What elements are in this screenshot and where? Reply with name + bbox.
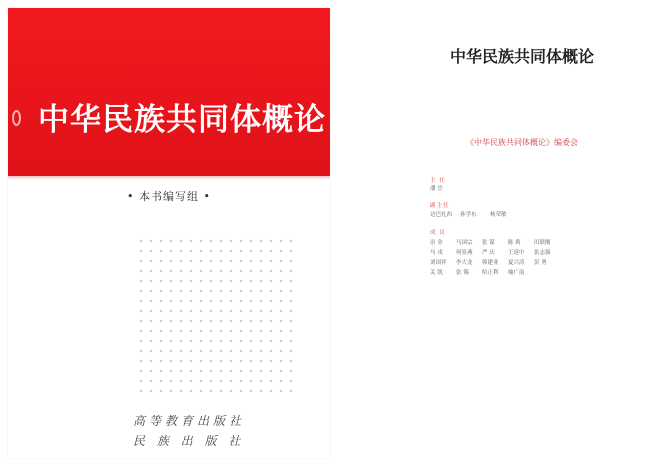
credits-page-title: 中华民族共同体概论 bbox=[449, 47, 594, 66]
member-name: 李大龙 bbox=[456, 260, 473, 266]
member-name: 马 戎 bbox=[430, 250, 443, 256]
member-name: 严 庆 bbox=[482, 250, 495, 256]
deputy-label: 副主任 bbox=[430, 203, 450, 209]
member-name: 陈 莉 bbox=[508, 240, 521, 246]
cover-red-band bbox=[8, 8, 330, 176]
publisher-1: 高等教育出版社 bbox=[133, 414, 246, 428]
member-name: 何景燕 bbox=[456, 250, 473, 256]
member-name: 哈正利 bbox=[482, 270, 499, 276]
editor-name-row bbox=[430, 184, 456, 192]
cover-authors: • 本书编写组 • bbox=[127, 190, 211, 203]
member-name: 张志强 bbox=[534, 250, 551, 256]
book-cover bbox=[8, 8, 330, 458]
publisher-2: 民 族 出 版 社 bbox=[133, 434, 245, 448]
member-name: 张 锡 bbox=[456, 270, 469, 276]
committee-heading: 《中华民族共同体概论》编委会 bbox=[466, 138, 578, 147]
member-name: 韩建业 bbox=[482, 260, 499, 266]
member-name: 刘国祥 bbox=[430, 260, 447, 266]
members-row bbox=[430, 268, 534, 276]
member-name: 田联刚 bbox=[534, 240, 551, 246]
members-label: 成 员 bbox=[430, 230, 446, 236]
member-name: 喻广南 bbox=[508, 270, 525, 276]
editor-name: 潘 岳 bbox=[430, 186, 443, 192]
member-name: 彭 勇 bbox=[534, 260, 547, 266]
deputy-name: 边巴扎西 bbox=[430, 212, 453, 218]
member-name: 关 凯 bbox=[430, 270, 443, 276]
editor-label: 主 任 bbox=[430, 178, 446, 184]
members-row bbox=[430, 238, 560, 246]
members-row bbox=[430, 258, 560, 266]
cover-title: 中华民族共同体概论 bbox=[38, 102, 326, 138]
dot-pattern bbox=[136, 236, 296, 392]
deputy-name: 孙学东 bbox=[460, 212, 477, 218]
member-name: 崇 金 bbox=[430, 240, 443, 246]
members-row bbox=[430, 248, 560, 256]
member-name: 张 谋 bbox=[482, 240, 495, 246]
binding-mark bbox=[12, 110, 21, 126]
member-name: 王延中 bbox=[508, 250, 525, 256]
deputy-names-row bbox=[430, 210, 520, 218]
member-name: 马国宗 bbox=[456, 240, 473, 246]
member-name: 夏兴涛 bbox=[508, 260, 525, 266]
deputy-name: 杨荣敏 bbox=[490, 212, 507, 218]
